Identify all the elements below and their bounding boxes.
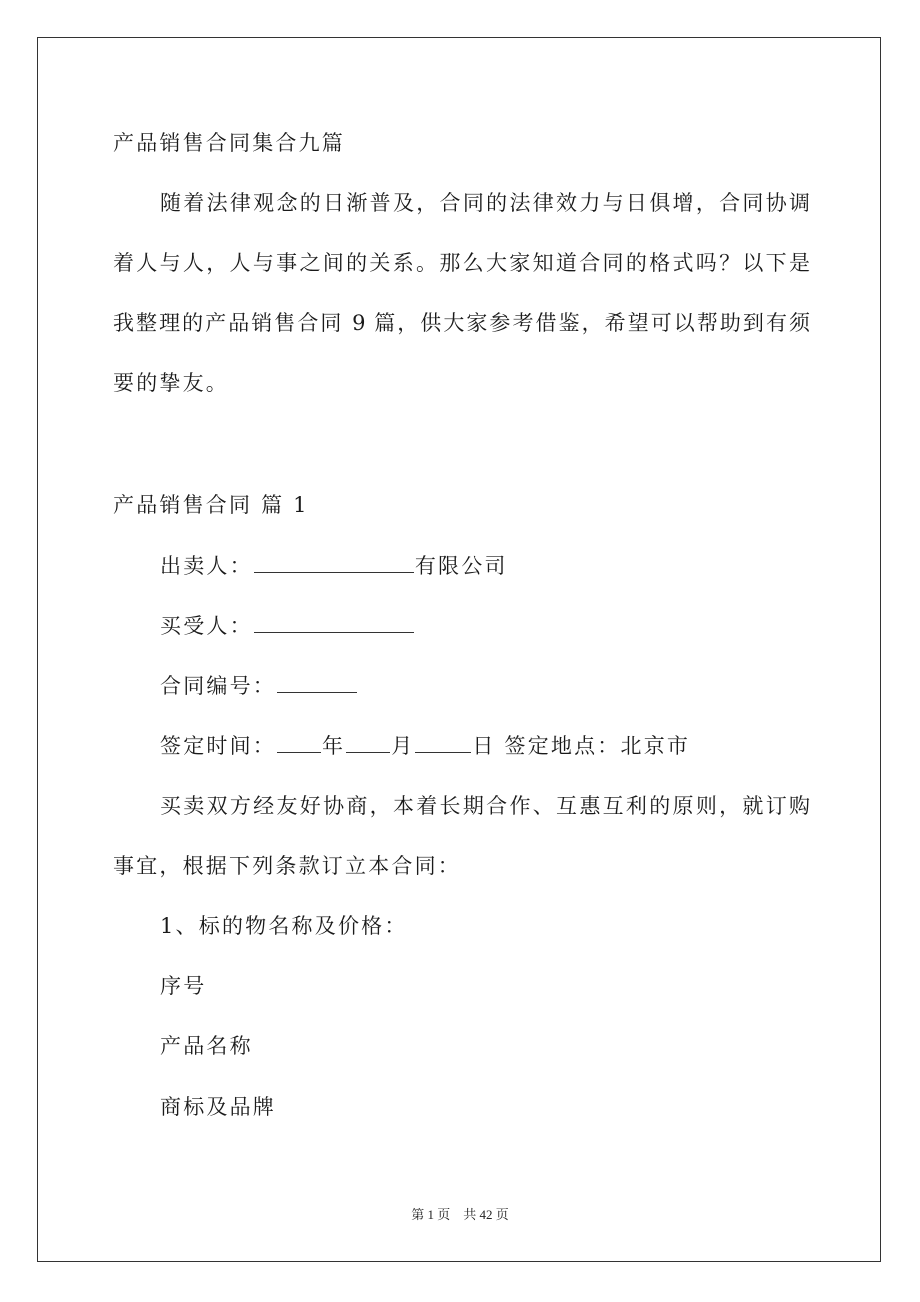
intro-line-1: 随着法律观念的日渐普及，合同的法律效力与日俱增，合同协调 bbox=[160, 191, 810, 215]
contract-no-label: 合同编号： bbox=[160, 674, 276, 698]
month-label: 月 bbox=[391, 734, 415, 758]
section-heading: 产品销售合同 篇 1 bbox=[113, 493, 309, 517]
day-blank bbox=[415, 732, 471, 753]
document-title: 产品销售合同集合九篇 bbox=[113, 131, 345, 155]
year-blank bbox=[277, 732, 321, 753]
table-header-brand: 商标及品牌 bbox=[160, 1095, 276, 1119]
sign-time-label: 签定时间： bbox=[160, 734, 276, 758]
page-border bbox=[37, 37, 881, 1262]
table-header-serial: 序号 bbox=[160, 974, 207, 998]
sign-line bbox=[160, 732, 690, 759]
intro-line-2: 着人与人，人与事之间的关系。那么大家知道合同的格式吗？以下是 bbox=[113, 251, 810, 275]
preamble-line-2: 事宜，根据下列条款订立本合同： bbox=[113, 854, 461, 878]
seller-blank bbox=[254, 552, 414, 573]
buyer-line bbox=[160, 612, 415, 639]
intro-line-4: 要的挚友。 bbox=[113, 371, 229, 395]
seller-suffix: 有限公司 bbox=[414, 554, 508, 578]
buyer-label: 买受人： bbox=[160, 614, 253, 638]
year-label: 年 bbox=[322, 734, 346, 758]
seller-label: 出卖人： bbox=[160, 554, 253, 578]
seller-line bbox=[160, 552, 508, 579]
intro-line-3: 我整理的产品销售合同 9 篇，供大家参考借鉴，希望可以帮助到有须 bbox=[113, 311, 810, 335]
sign-place-label: 签定地点： bbox=[504, 734, 621, 758]
clause-1: 1、标的物名称及价格： bbox=[160, 914, 408, 938]
contract-no-line bbox=[160, 672, 358, 699]
day-label: 日 bbox=[472, 734, 496, 758]
page-number: 第 1 页 共 42 页 bbox=[411, 1207, 509, 1222]
buyer-blank bbox=[254, 612, 414, 633]
month-blank bbox=[346, 732, 390, 753]
contract-no-blank bbox=[277, 672, 357, 693]
preamble-line-1: 买卖双方经友好协商，本着长期合作、互惠互利的原则，就订购 bbox=[160, 794, 810, 818]
table-header-product-name: 产品名称 bbox=[160, 1034, 253, 1058]
sign-place-value: 北京市 bbox=[620, 734, 691, 758]
